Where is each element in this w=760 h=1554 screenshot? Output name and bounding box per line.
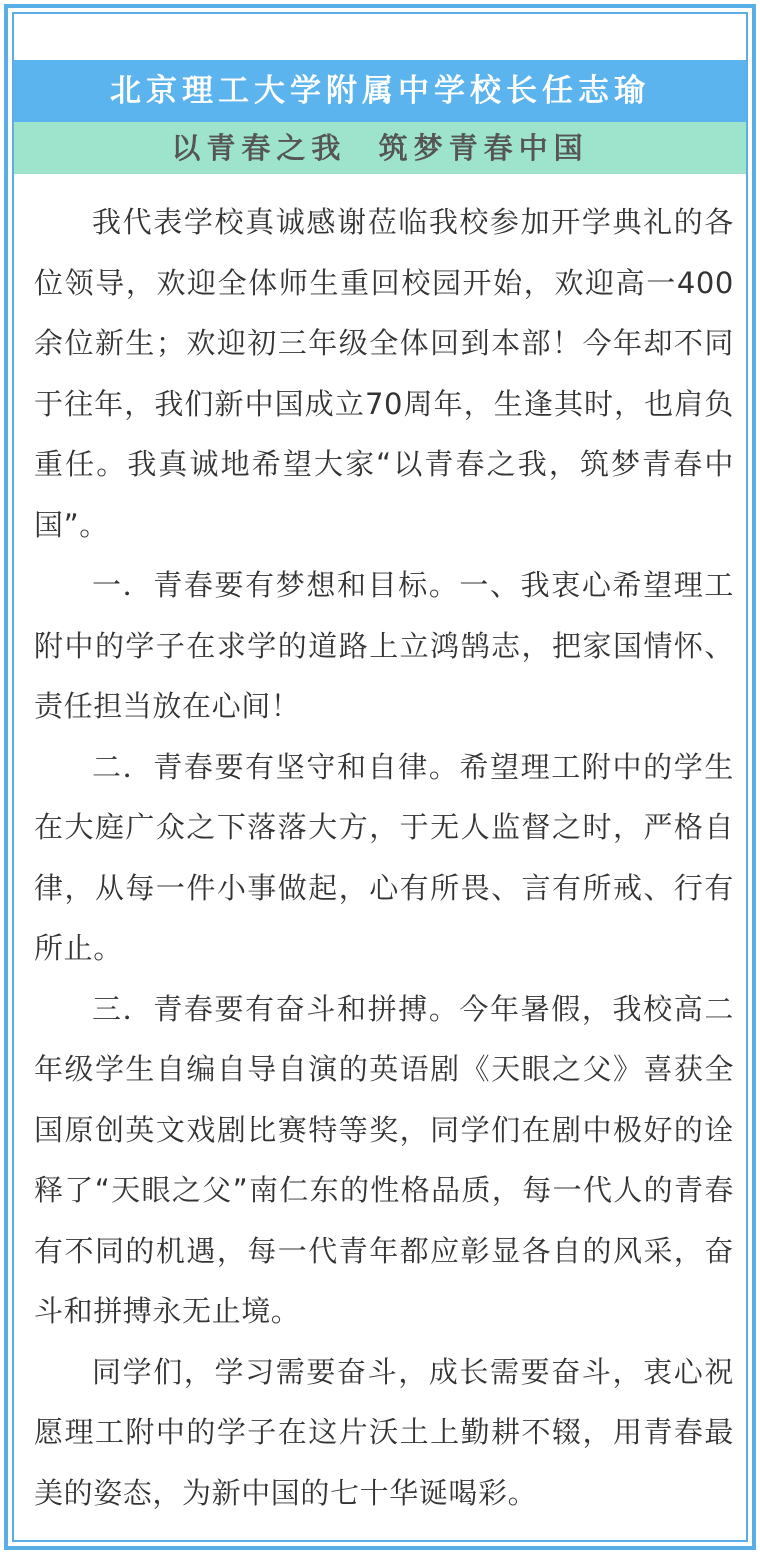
article-body	[34, 192, 734, 1523]
page-subtitle: 以青春之我 筑梦青春中国	[14, 122, 746, 174]
paragraph-point-two: 二．青春要有坚守和自律。希望理工附中的学生在大庭广众之下落落大方，于无人监督之时，严格自律，从每一件小事做起，心有所畏、言有所戒、行有所止。	[34, 749, 734, 965]
paragraph-point-three: 三．青春要有奋斗和拼搏。今年暑假，我校高二年级学生自编自导自演的英语剧《天眼之父》喜获全国原创英文戏剧比赛特等奖，同学们在剧中极好的诠释了“天眼之父”南仁东的性格品质，每一代人的青春有不同的机遇，每一代青年都应彰显各自的风采，奋斗和拼搏永无止境。	[34, 991, 734, 1328]
page-title: 北京理工大学附属中学校长任志瑜	[14, 60, 746, 122]
paragraph-intro: 我代表学校真诚感谢莅临我校参加开学典礼的各位领导，欢迎全体师生重回校园开始，欢迎高一400余位新生；欢迎初三年级全体回到本部！今年却不同于往年，我们新中国成立70周年，生逢其时，也肩负重任。我真诚地希望大家“以青春之我，筑梦青春中国”。	[34, 205, 734, 542]
paragraph-point-one: 一．青春要有梦想和目标。一、我衷心希望理工附中的学子在求学的道路上立鸿鹄志，把家国情怀、责任担当放在心间！	[34, 568, 734, 723]
paragraph-closing: 同学们，学习需要奋斗，成长需要奋斗，衷心祝愿理工附中的学子在这片沃土上勤耕不辍，用青春最美的姿态，为新中国的七十华诞喝彩。	[34, 1354, 734, 1510]
